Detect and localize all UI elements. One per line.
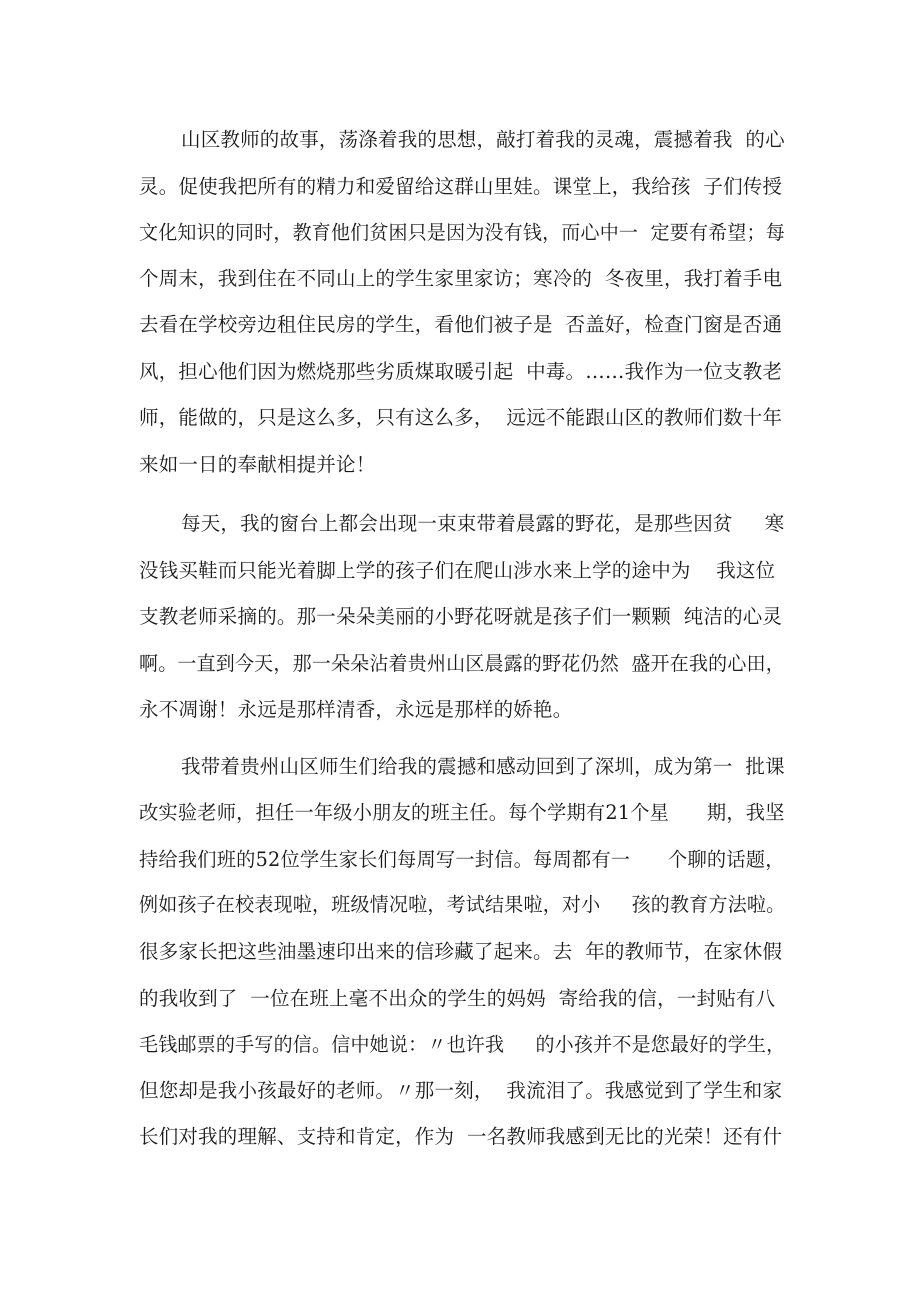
paragraph-2-line-4: 啊。一直到今天，那一朵朵沾着贵州山区晨露的野花仍然 盛开在我的心田， bbox=[139, 652, 785, 675]
paragraph-2-line-3: 支教老师采摘的。那一朵朵美丽的小野花呀就是孩子们一颗颗 纯洁的心灵 bbox=[139, 605, 783, 628]
paragraph-3-line-2: 改实验老师，担任一年级小朋友的班主任。每个学期有21个星 期，我坚 bbox=[139, 801, 785, 824]
paragraph-1-line-1: 山区教师的故事，荡涤着我的思想，敲打着我的灵魂，震撼着我 的心 bbox=[181, 128, 785, 151]
paragraph-3-line-6: 的我收到了 一位在班上毫不出众的学生的妈妈 寄给我的信，一封贴有八 bbox=[139, 987, 776, 1010]
paragraph-1-line-4: 个周末，我到住在不同山上的学生家里家访；寒冷的 冬夜里，我打着手电 bbox=[139, 267, 783, 290]
paragraph-3-line-7: 毛钱邮票的手写的信。信中她说：〃也许我 的小孩并不是您最好的学生， bbox=[139, 1033, 786, 1056]
paragraph-1-line-6: 风，担心他们因为燃烧那些劣质煤取暖引起 中毒。……我作为一位支教老 bbox=[139, 360, 783, 383]
paragraph-2-line-5: 永不凋谢！永远是那样清香，永远是那样的娇艳。 bbox=[139, 698, 573, 721]
paragraph-3-line-8: 但您却是我小孩最好的老师。〃那一刻， 我流泪了。我感觉到了学生和家 bbox=[139, 1079, 783, 1102]
paragraph-1-line-2: 灵。促使我把所有的精力和爱留给这群山里娃。课堂上，我给孩 子们传授 bbox=[139, 175, 783, 198]
paragraph-3-line-3: 持给我们班的52位学生家长们每周写一封信。每周都有一 个聊的话题， bbox=[139, 848, 785, 871]
paragraph-1-line-8: 来如一日的奉献相提并论！ bbox=[139, 453, 376, 476]
paragraph-1-line-7: 师，能做的，只是这么多，只有这么多， 远远不能跟山区的教师们数十年 bbox=[139, 406, 783, 429]
paragraph-3-line-5: 很多家长把这些油墨速印出来的信珍藏了起来。去 年的教师节，在家休假 bbox=[139, 940, 783, 963]
paragraph-3-line-1: 我带着贵州山区师生们给我的震撼和感动回到了深圳，成为第一 批课 bbox=[181, 755, 785, 778]
paragraph-2-line-2: 没钱买鞋而只能光着脚上学的孩子们在爬山涉水来上学的途中为 我这位 bbox=[139, 559, 776, 582]
paragraph-1-line-5: 去看在学校旁边租住民房的学生，看他们被子是 否盖好，检查门窗是否通 bbox=[139, 313, 783, 336]
paragraph-3-line-9: 长们对我的理解、支持和肯定，作为 一名教师我感到无比的光荣！还有什 bbox=[139, 1125, 783, 1148]
paragraph-3-line-4: 例如孩子在校表现啦，班级情况啦，考试结果啦，对小 孩的教育方法啦。 bbox=[139, 893, 786, 916]
paragraph-2-line-1: 每天，我的窗台上都会出现一束束带着晨露的野花，是那些因贫 寒 bbox=[181, 512, 785, 535]
paragraph-1-line-3: 文化知识的同时，教育他们贫困只是因为没有钱，而心中一 定要有希望；每 bbox=[139, 221, 785, 244]
